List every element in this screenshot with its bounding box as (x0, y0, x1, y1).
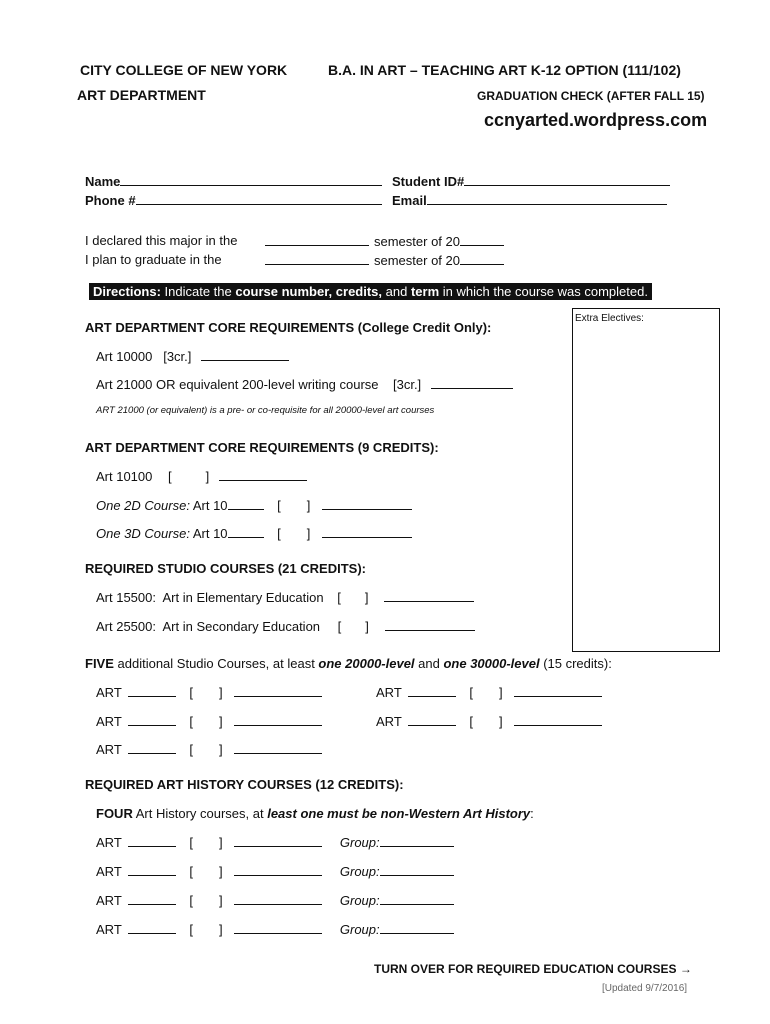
five-text-3: (15 credits): (539, 656, 612, 671)
art-21000-field[interactable] (431, 376, 513, 389)
declared-label: I declared this major in the (85, 233, 238, 248)
extra-electives-label: Extra Electives: (575, 313, 644, 324)
phone-label: Phone # (85, 193, 136, 208)
email-row (392, 192, 667, 208)
directions-bold-2: term (410, 284, 440, 299)
3d-course-row: One 3D Course: Art 10 [ ] (96, 525, 412, 541)
studio-elective-2-number[interactable] (128, 713, 176, 726)
graduate-semester-row (374, 252, 504, 268)
student-id-label: Student ID# (392, 174, 465, 189)
art-10100-term[interactable] (219, 468, 307, 481)
graduate-label: I plan to graduate in the (85, 252, 222, 267)
turn-over-text: TURN OVER FOR REQUIRED EDUCATION COURSES (374, 962, 677, 976)
art-25500-term[interactable] (385, 618, 475, 631)
email-field[interactable] (427, 192, 667, 205)
core-credit-item-1 (96, 348, 289, 364)
graduate-year-field[interactable] (460, 252, 504, 265)
email-label: Email (392, 193, 427, 208)
declared-semester-text: semester of 20 (374, 234, 460, 249)
2d-course-prefix: Art 10 (192, 498, 228, 513)
art-label: ART (96, 835, 122, 850)
phone-row (85, 192, 382, 208)
arrow-right-icon: → (679, 962, 692, 976)
name-row (85, 173, 382, 189)
2d-course-term[interactable] (322, 497, 412, 510)
group-label: Group: (339, 835, 380, 850)
art-label: ART (96, 714, 122, 729)
five-em-2: one 30000-level (443, 656, 540, 671)
five-text-2: and (414, 656, 444, 671)
art-21000-label: Art 21000 OR equivalent 200-level writing course [3cr.] (96, 377, 422, 392)
history-instructions (96, 806, 534, 821)
art-label: ART (376, 685, 402, 700)
history-4-number[interactable] (128, 921, 176, 934)
department-name: ART DEPARTMENT (77, 87, 206, 103)
art-10000-label: Art 10000 [3cr.] (96, 349, 192, 364)
history-4-term[interactable] (234, 921, 322, 934)
directions-label: Directions: (93, 284, 161, 299)
3d-course-label: One 3D Course: (96, 526, 190, 541)
studio-elective-row-3: ART [ ] (96, 741, 322, 757)
studio-elective-4-term[interactable] (514, 684, 602, 697)
art-label: ART (96, 922, 122, 937)
core-credit-note: ART 21000 (or equivalent) is a pre- or co-requisite for all 20000-level art courses (96, 405, 435, 416)
history-row-1: ART [ ] Group: (96, 834, 454, 850)
history-2-group[interactable] (380, 863, 454, 876)
art-label: ART (376, 714, 402, 729)
five-em-1: one 20000-level (318, 656, 415, 671)
website: ccnyarted.wordpress.com (484, 110, 708, 130)
studio-elective-row-1: ART [ ] (96, 684, 322, 700)
art-label: ART (96, 742, 122, 757)
studio-elective-2-term[interactable] (234, 713, 322, 726)
name-label: Name (85, 174, 121, 189)
history-text-1: Art History courses, at (132, 806, 268, 821)
art-15500-row: Art 15500: Art in Elementary Education [ ] (96, 589, 474, 605)
art-10100-label: Art 10100 (96, 469, 153, 484)
studio-elective-1-term[interactable] (234, 684, 322, 697)
studio-elective-3-number[interactable] (128, 741, 176, 754)
directions-text-1: Indicate the (160, 284, 236, 299)
art-label: ART (96, 685, 122, 700)
declared-semester-row (374, 233, 504, 249)
extra-electives-box[interactable] (572, 308, 720, 652)
studio-elective-1-number[interactable] (128, 684, 176, 697)
studio-elective-row-2: ART [ ] (96, 713, 322, 729)
group-label: Group: (339, 893, 380, 908)
updated-date: [Updated 9/7/2016] (602, 983, 688, 994)
group-label: Group: (339, 864, 380, 879)
art-label: ART (96, 893, 122, 908)
graduate-semester-text: semester of 20 (374, 253, 460, 268)
art-label: ART (96, 864, 122, 879)
history-4-group[interactable] (380, 921, 454, 934)
3d-course-number[interactable] (228, 525, 264, 538)
five-text-1: additional Studio Courses, at least (113, 656, 319, 671)
college-name: CITY COLLEGE OF NEW YORK (80, 62, 288, 78)
art-10000-field[interactable] (201, 348, 289, 361)
history-1-number[interactable] (128, 834, 176, 847)
directions-bold-1: course number, credits, (235, 284, 383, 299)
art-10100-row: Art 10100 [ ] (96, 468, 307, 484)
history-2-number[interactable] (128, 863, 176, 876)
history-title: REQUIRED ART HISTORY COURSES (12 CREDITS): (85, 777, 404, 792)
directions-text-2: and (382, 284, 411, 299)
3d-course-term[interactable] (322, 525, 412, 538)
history-3-group[interactable] (380, 892, 454, 905)
core-credit-title: ART DEPARTMENT CORE REQUIREMENTS (College Credit Only): (85, 320, 492, 335)
program-title: B.A. IN ART – TEACHING ART K-12 OPTION (111/102) (328, 62, 681, 78)
five-studio-heading (85, 656, 612, 671)
history-2-term[interactable] (234, 863, 322, 876)
studio-elective-4-number[interactable] (408, 684, 456, 697)
core-9-title: ART DEPARTMENT CORE REQUIREMENTS (9 CREDITS): (85, 440, 439, 455)
core-credit-item-2 (96, 376, 513, 392)
name-field[interactable] (120, 173, 382, 186)
studio-elective-5-term[interactable] (514, 713, 602, 726)
five-lead: FIVE (85, 656, 114, 671)
group-label: Group: (339, 922, 380, 937)
2d-course-label: One 2D Course: (96, 498, 190, 513)
declared-year-field[interactable] (460, 233, 504, 246)
student-id-row (392, 173, 670, 189)
history-1-group[interactable] (380, 834, 454, 847)
history-row-3: ART [ ] Group: (96, 892, 454, 908)
history-row-2: ART [ ] Group: (96, 863, 454, 879)
history-3-number[interactable] (128, 892, 176, 905)
studio-title: REQUIRED STUDIO COURSES (21 CREDITS): (85, 561, 366, 576)
history-em-1: least one must be non-Western Art History (267, 806, 531, 821)
art-15500-label: Art 15500: Art in Elementary Education (96, 590, 324, 605)
studio-elective-row-5: ART [ ] (376, 713, 602, 729)
studio-elective-row-4: ART [ ] (376, 684, 602, 700)
declared-semester-field[interactable] (265, 233, 369, 246)
turn-over-note (374, 962, 692, 976)
history-1-term[interactable] (234, 834, 322, 847)
3d-course-prefix: Art 10 (192, 526, 228, 541)
directions-text-3: in which the course was completed. (439, 284, 648, 299)
history-lead: FOUR (96, 806, 133, 821)
studio-elective-3-term[interactable] (234, 741, 322, 754)
2d-course-row: One 2D Course: Art 10 [ ] (96, 497, 412, 513)
graduate-semester-field[interactable] (265, 252, 369, 265)
form-title: GRADUATION CHECK (AFTER FALL 15) (477, 89, 705, 103)
studio-elective-5-number[interactable] (408, 713, 456, 726)
art-15500-term[interactable] (384, 589, 474, 602)
history-text-2: : (530, 806, 534, 821)
phone-field[interactable] (136, 192, 382, 205)
history-row-4: ART [ ] Group: (96, 921, 454, 937)
history-3-term[interactable] (234, 892, 322, 905)
student-id-field[interactable] (464, 173, 670, 186)
art-25500-label: Art 25500: Art in Secondary Education (96, 619, 321, 634)
2d-course-number[interactable] (228, 497, 264, 510)
art-25500-row: Art 25500: Art in Secondary Education [ ] (96, 618, 475, 634)
directions-bar (89, 283, 652, 300)
